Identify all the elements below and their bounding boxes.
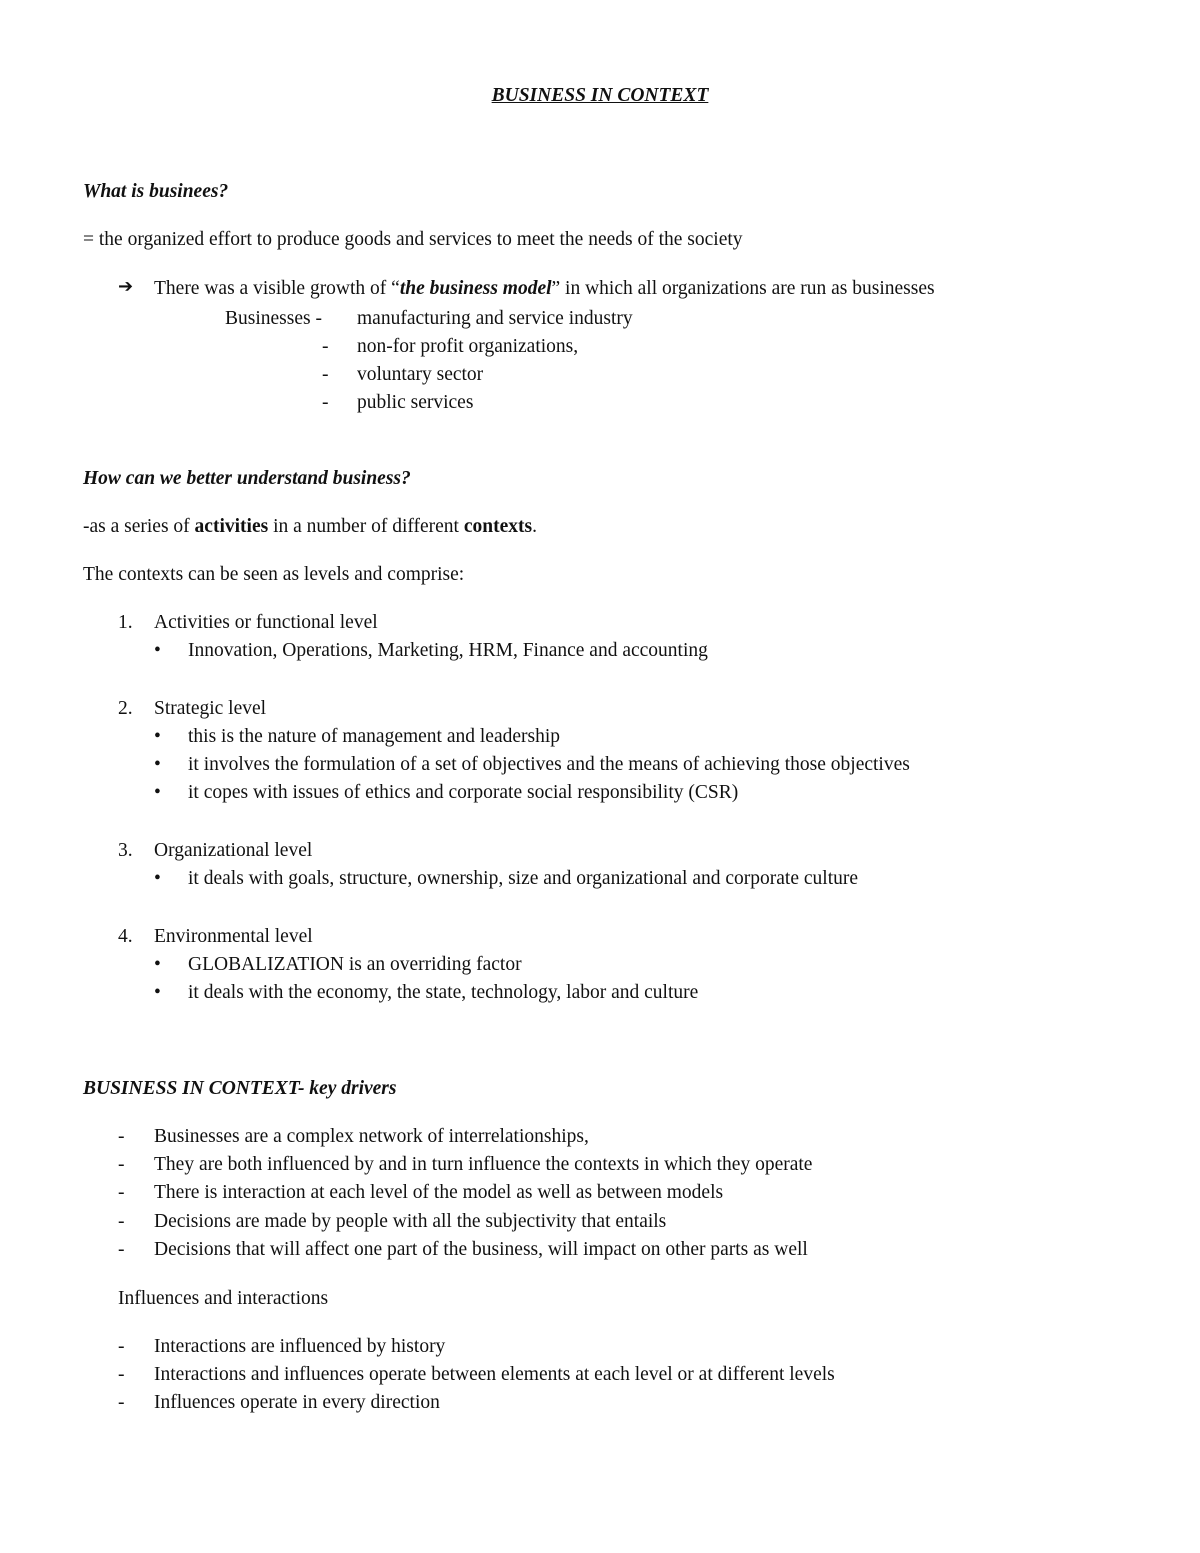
business-model-statement: [154, 279, 935, 299]
level-bullet: GLOBALIZATION is an overriding factor: [188, 954, 522, 975]
dash-marker: -: [322, 364, 329, 385]
section-heading-key-drivers: BUSINESS IN CONTEXT- key drivers: [83, 1078, 397, 1099]
level-number: 3.: [118, 840, 133, 861]
level-name: Organizational level: [154, 840, 313, 861]
activities-term: activities: [194, 516, 269, 537]
businesses-item: voluntary sector: [357, 364, 484, 385]
series-text-end: .: [532, 516, 537, 537]
arrow-right-icon: ➔: [118, 276, 134, 297]
document-title: BUSINESS IN CONTEXT: [491, 85, 709, 106]
dash-marker: -: [118, 1239, 125, 1260]
activities-contexts-statement: [83, 517, 537, 537]
bullet-marker: •: [154, 754, 161, 775]
influences-heading: Influences and interactions: [118, 1288, 329, 1309]
businesses-item: non-for profit organizations,: [357, 336, 579, 357]
business-model-term: the business model: [399, 278, 552, 299]
section-heading-understand-business: How can we better understand business?: [83, 468, 411, 489]
bullet-marker: •: [154, 782, 161, 803]
bullet-marker: •: [154, 982, 161, 1003]
business-model-text-before: There was a visible growth of “: [154, 278, 400, 299]
series-text-middle: in a number of different: [268, 516, 464, 537]
influence-item: Interactions are influenced by history: [154, 1336, 446, 1357]
dash-marker: -: [322, 336, 329, 357]
bullet-marker: •: [154, 726, 161, 747]
business-model-text-after: ” in which all organizations are run as businesses: [551, 278, 935, 299]
series-text-before: -as a series of: [83, 516, 195, 537]
businesses-label: Businesses -: [225, 308, 322, 329]
driver-item: Decisions are made by people with all the subjectivity that entails: [154, 1211, 667, 1232]
level-name: Strategic level: [154, 698, 267, 719]
level-bullet: it copes with issues of ethics and corporate social responsibility (CSR): [188, 782, 739, 803]
bullet-marker: •: [154, 640, 161, 661]
businesses-item: public services: [357, 392, 474, 413]
driver-item: They are both influenced by and in turn influence the contexts in which they operate: [154, 1154, 813, 1175]
dash-marker: -: [118, 1211, 125, 1232]
dash-marker: -: [118, 1182, 125, 1203]
level-number: 1.: [118, 612, 133, 633]
level-name: Activities or functional level: [154, 612, 378, 633]
driver-item: Businesses are a complex network of interrelationships,: [154, 1126, 589, 1147]
dash-marker: -: [118, 1126, 125, 1147]
level-bullet: Innovation, Operations, Marketing, HRM, Finance and accounting: [188, 640, 708, 661]
influence-item: Interactions and influences operate between elements at each level or at different levels: [154, 1364, 835, 1385]
influence-item: Influences operate in every direction: [154, 1392, 440, 1413]
level-bullet: it deals with goals, structure, ownership, size and organizational and corporate culture: [188, 868, 859, 889]
level-number: 4.: [118, 926, 133, 947]
dash-marker: -: [118, 1336, 125, 1357]
contexts-intro: The contexts can be seen as levels and comprise:: [83, 564, 465, 585]
business-definition: = the organized effort to produce goods and services to meet the needs of the society: [83, 229, 743, 250]
level-bullet: it involves the formulation of a set of objectives and the means of achieving those objectives: [188, 754, 910, 775]
section-heading-what-is-business: What is businees?: [83, 181, 229, 202]
businesses-item: manufacturing and service industry: [357, 308, 633, 329]
contexts-term: contexts: [463, 516, 533, 537]
dash-marker: -: [118, 1364, 125, 1385]
level-number: 2.: [118, 698, 133, 719]
bullet-marker: •: [154, 954, 161, 975]
bullet-marker: •: [154, 868, 161, 889]
level-bullet: this is the nature of management and leadership: [188, 726, 561, 747]
dash-marker: -: [118, 1154, 125, 1175]
level-bullet: it deals with the economy, the state, technology, labor and culture: [188, 982, 699, 1003]
dash-marker: -: [322, 392, 329, 413]
level-name: Environmental level: [154, 926, 313, 947]
driver-item: Decisions that will affect one part of the business, will impact on other parts as well: [154, 1239, 808, 1260]
driver-item: There is interaction at each level of the model as well as between models: [154, 1182, 724, 1203]
dash-marker: -: [118, 1392, 125, 1413]
